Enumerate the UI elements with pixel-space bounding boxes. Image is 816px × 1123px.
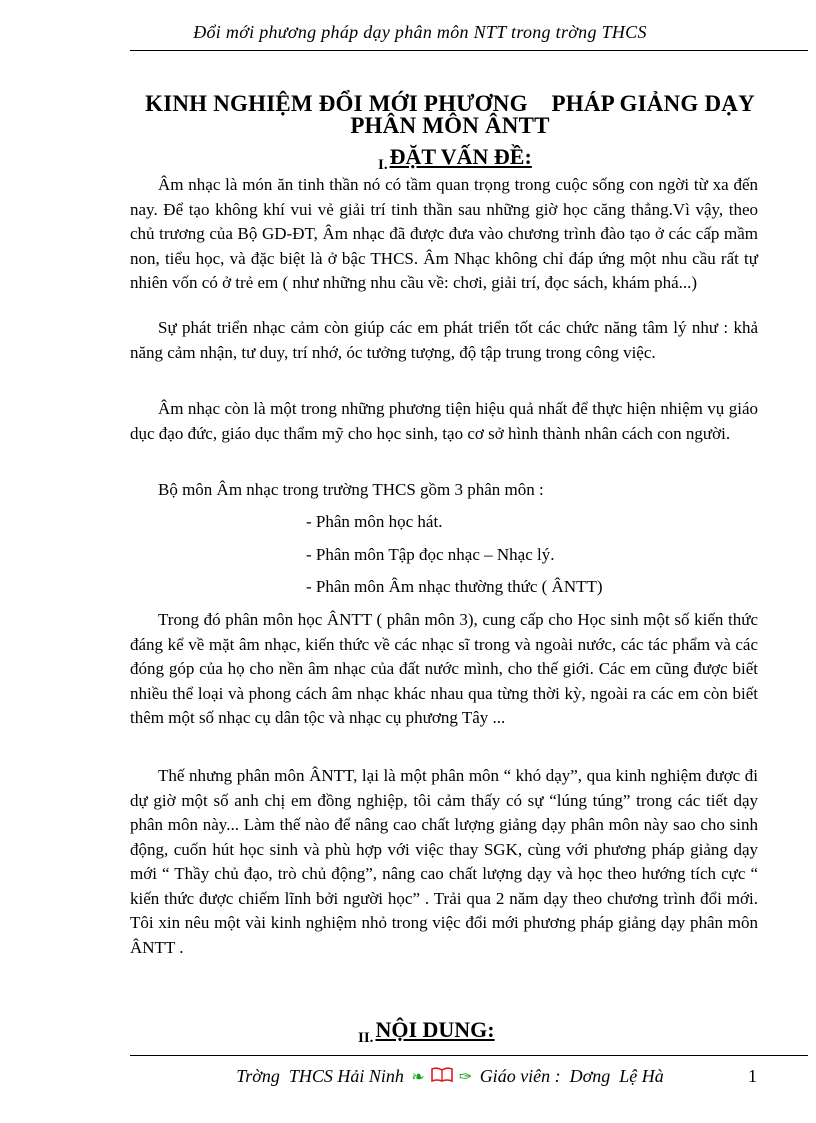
running-footer xyxy=(150,1066,750,1087)
paragraph-5 xyxy=(130,608,758,731)
paragraph-2-text: Sự phát triển nhạc cảm còn giúp các em phát triển tốt các chức năng tâm lý như : khả năng cảm nhận, tư duy, trí nhớ, óc tưởng tượng, độ tập trung trong công việc. xyxy=(130,318,758,362)
paragraph-3-text: Âm nhạc còn là một trong những phương tiện hiệu quả nhất để thực hiện nhiệm vụ giáo dục đạo đức, giáo dục thẩm mỹ cho học sinh, tạo cơ sở hình thành nhân cách con người. xyxy=(130,399,758,443)
footer-rule xyxy=(130,1055,808,1056)
paragraph-1 xyxy=(130,173,758,296)
leaf-icon: ❧ xyxy=(411,1069,425,1086)
section-2-number: II. xyxy=(358,1030,374,1046)
paragraph-2 xyxy=(130,316,758,365)
list-item: - Phân môn Tập đọc nhạc – Nhạc lý. xyxy=(306,545,555,564)
section-2-heading xyxy=(358,1017,495,1046)
footer-teacher: Giáo viên : Dơng Lệ Hà xyxy=(479,1066,664,1086)
book-icon xyxy=(431,1066,453,1086)
section-1-number: I. xyxy=(378,157,388,173)
paragraph-6-text: Thế nhưng phân môn ÂNTT, lại là một phân môn “ khó dạy”, qua kinh nghiệm được đi dự giờ một số anh chị em đồng nghiệp, tôi cảm thấy có sự “lúng túng” trong các tiết dạy phân môn này... Làm thế nào để nâng cao chất lượng giảng dạy phân môn này sao cho sinh động, cuốn hút học sinh và phù hợp với việc thay SGK, cùng với phương pháp giảng dạy mới “ Thầy chủ đạo, trò chủ động”, nâng cao chất lượng dạy và học theo hướng tích cực “ kiến thức được chiếm lĩnh bởi người học” . Trải qua 2 năm dạy theo chương trình đổi mới. Tôi xin nêu một vài kinh nghiệm nhỏ trong việc đổi mới phương pháp giảng dạy phân môn ÂNTT . xyxy=(130,766,758,957)
paragraph-3 xyxy=(130,397,758,446)
title-line-1: KINH NGHIỆM ĐỔI MỚI PHƯƠNG PHÁP GIẢNG DẠY xyxy=(145,91,755,116)
footer-school: Trờng THCS Hải Ninh xyxy=(236,1066,404,1086)
list-item: - Phân môn học hát. xyxy=(306,512,443,531)
section-2-title: NỘI DUNG: xyxy=(375,1017,495,1042)
document-title xyxy=(120,93,780,137)
title-line-2: PHÂN MÔN ÂNTT xyxy=(350,113,550,138)
section-1-title: ĐẶT VẤN ĐỀ: xyxy=(389,144,532,169)
paragraph-6 xyxy=(130,764,758,960)
running-header: Đổi mới phương pháp dạy phân môn NTT trong trờng THCS xyxy=(193,22,647,42)
section-1-heading xyxy=(378,144,532,173)
list-item: - Phân môn Âm nhạc thường thức ( ÂNTT) xyxy=(306,577,603,596)
paragraph-1-text: Âm nhạc là món ăn tinh thần nó có tầm quan trọng trong cuộc sống con ngời từ xa đến nay. Để tạo không khí vui vẻ giải trí tinh thần sau những giờ học căng thẳng.Vì vậy, theo chủ trương của Bộ GD-ĐT, Âm nhạc đã được đưa vào chương trình đào tạo ở các cấp mầm non, tiểu học, và đặc biệt là ở bậc THCS. Âm Nhạc không chỉ đáp ứng một nhu cầu rất tự nhiên vốn có ở trẻ em ( như những nhu cầu về: chơi, giải trí, đọc sách, khám phá...) xyxy=(130,175,758,292)
paragraph-4-text: Bộ môn Âm nhạc trong trường THCS gồm 3 phân môn : xyxy=(158,480,544,499)
page-number: 1 xyxy=(748,1066,757,1086)
header-rule xyxy=(130,50,808,51)
paragraph-4 xyxy=(130,478,758,503)
leaf-icon: ✑ xyxy=(458,1069,473,1086)
paragraph-5-text: Trong đó phân môn học ÂNTT ( phân môn 3), cung cấp cho Học sinh một số kiến thức đáng kể về mặt âm nhạc, kiến thức về các nhạc sĩ trong và ngoài nước, các tác phẩm và các đóng góp của họ cho nền âm nhạc của đất nước mình, cho thế giới. Các em cũng được biết nhiều thể loại và phong cách âm nhạc khác nhau qua từng thời kỳ, ngoài ra các em còn biết thêm một số nhạc cụ dân tộc và nhạc cụ phương Tây ... xyxy=(130,610,758,727)
